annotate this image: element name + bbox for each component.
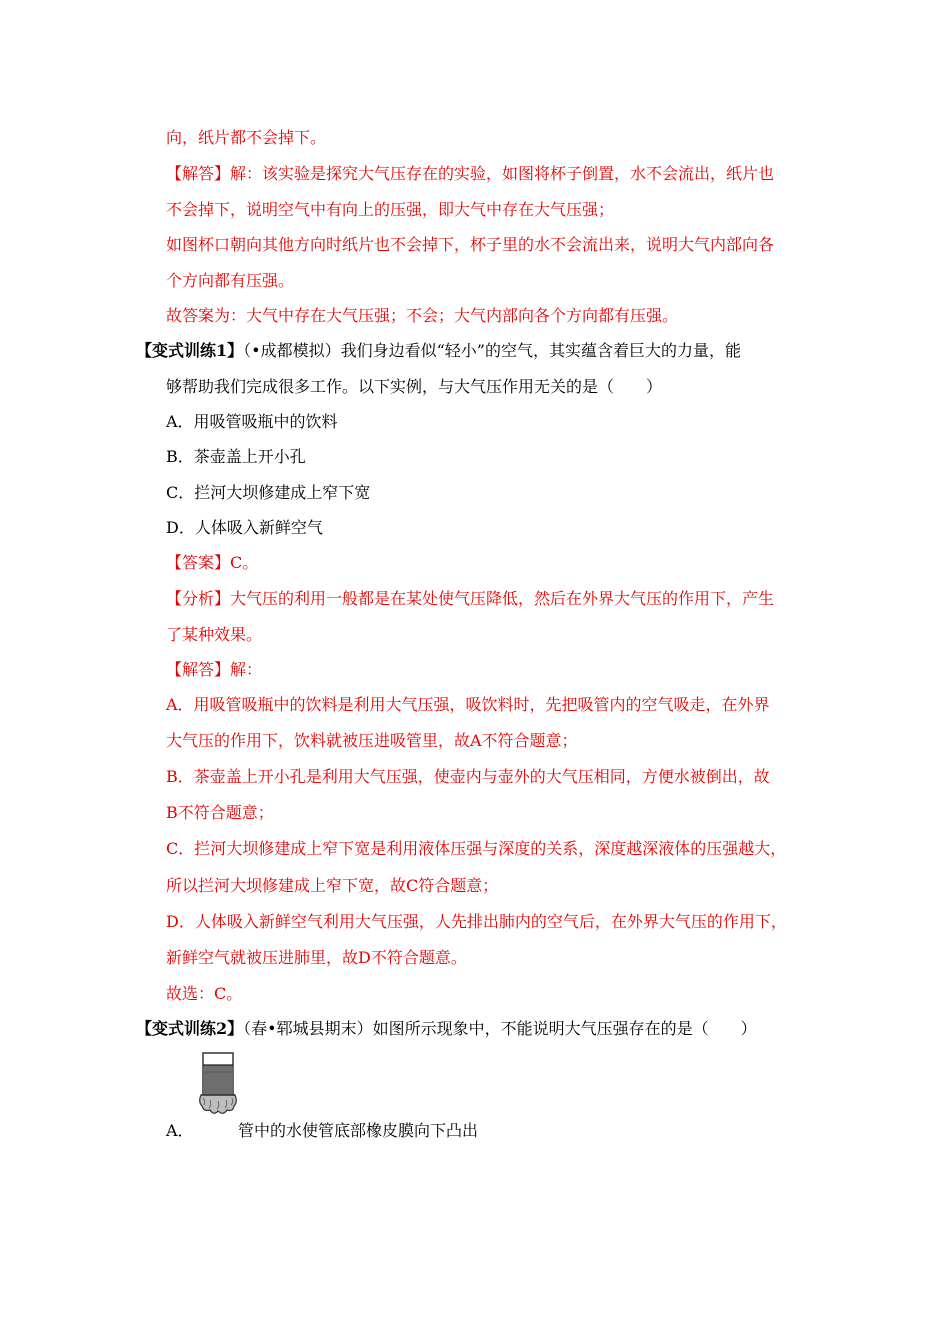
option-d: D．人体吸入新鲜空气 — [166, 518, 323, 537]
exercise-2-question-text: （春•郓城县期末）如图所示现象中，不能说明大气压强存在的是（ ） — [243, 1019, 757, 1038]
analysis-line: 【分析】大气压的利用一般都是在某处使气压降低，然后在外界大气压的作用下，产生 — [166, 589, 775, 608]
exercise-1-stem — [136, 341, 741, 361]
exercise-2-option-a-text: 管中的水使管底部橡皮膜向下凸出 — [238, 1121, 479, 1140]
option-c: C．拦河大坝修建成上窄下宽 — [166, 483, 371, 502]
solution-text-line: 个方向都有压强。 — [166, 271, 295, 290]
option-a: A．用吸管吸瓶中的饮料 — [166, 412, 338, 431]
solution-text-line: B不符合题意； — [166, 803, 274, 822]
exercise-1-label: 【变式训练1】 — [136, 341, 244, 360]
solution-text-line: 不会掉下，说明空气中有向上的压强，即大气中存在大气压强； — [166, 200, 615, 219]
solution-text-line: A．用吸管吸瓶中的饮料是利用大气压强，吸饮料时，先把吸管内的空气吸走，在外界 — [166, 695, 770, 714]
solution-text-line: 如图杯口朝向其他方向时纸片也不会掉下，杯子里的水不会流出来，说明大气内部向各 — [166, 235, 775, 254]
test-tube-rubber-membrane-icon — [196, 1050, 240, 1122]
solution-text-line: C．拦河大坝修建成上窄下宽是利用液体压强与深度的关系，深度越深液体的压强越大， — [166, 839, 787, 858]
solution-text-line: 【解答】解：该实验是探究大气压存在的实验，如图将杯子倒置，水不会流出，纸片也 — [166, 164, 775, 183]
solution-text-line: 向，纸片都不会掉下。 — [166, 128, 327, 147]
solution-text-line: D．人体吸入新鲜空气利用大气压强，人先排出肺内的空气后，在外界大气压的作用下， — [166, 912, 787, 931]
option-b: B．茶壶盖上开小孔 — [166, 447, 306, 466]
exercise-2-label: 【变式训练2】 — [136, 1019, 244, 1038]
solution-text-line: B．茶壶盖上开小孔是利用大气压强，使壶内与壶外的大气压相同，方便水被倒出，故 — [166, 767, 770, 786]
solution-heading: 【解答】解： — [166, 660, 263, 679]
answer-line: 【答案】C。 — [166, 553, 259, 572]
final-choice-line: 故选：C。 — [166, 984, 243, 1003]
solution-text-line: 大气压的作用下，饮料就被压进吸管里，故A不符合题意； — [166, 731, 578, 750]
solution-text-line: 新鲜空气就被压进肺里，故D不符合题意。 — [166, 948, 467, 967]
solution-text-line: 所以拦河大坝修建成上窄下宽，故C符合题意； — [166, 876, 499, 895]
exercise-1-question-text: 够帮助我们完成很多工作。以下实例，与大气压作用无关的是（ ） — [166, 377, 663, 396]
analysis-line: 了某种效果。 — [166, 625, 263, 644]
exercise-2-option-a-label: A． — [166, 1121, 194, 1140]
answer-summary-line: 故答案为：大气中存在大气压强；不会；大气内部向各个方向都有压强。 — [166, 306, 679, 325]
exercise-1-question-text: （•成都模拟）我们身边看似“轻小”的空气，其实蕴含着巨大的力量，能 — [243, 341, 741, 360]
exercise-2-stem — [136, 1019, 757, 1039]
